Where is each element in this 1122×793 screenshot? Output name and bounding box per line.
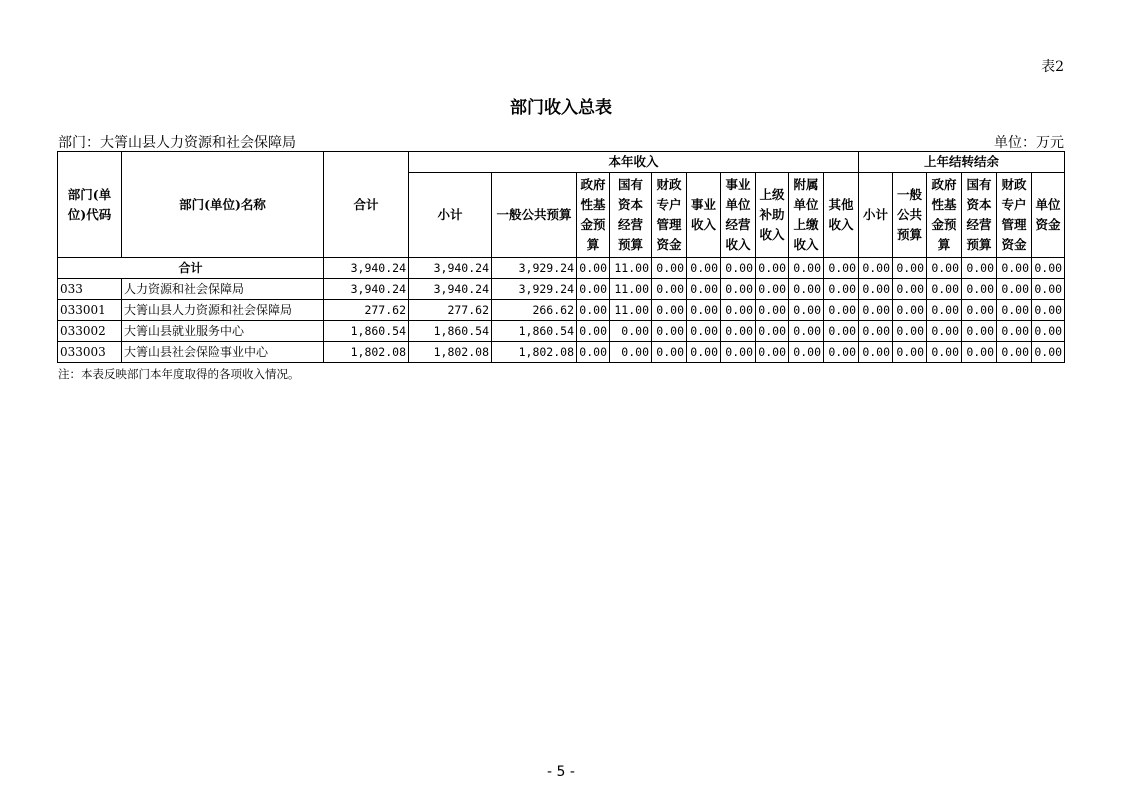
amount-cell: 3,940.24 xyxy=(409,258,492,279)
amount-cell: 0.00 xyxy=(997,300,1032,321)
table-row xyxy=(58,342,1065,363)
amount-cell: 0.00 xyxy=(610,321,652,342)
dept-name-cell: 人力资源和社会保障局 xyxy=(122,279,324,300)
amount-cell: 0.00 xyxy=(997,279,1032,300)
amount-cell: 0.00 xyxy=(577,321,610,342)
amount-cell: 0.00 xyxy=(687,279,721,300)
dept-name-cell: 大箐山县就业服务中心 xyxy=(122,321,324,342)
amount-cell: 11.00 xyxy=(610,279,652,300)
table-row xyxy=(58,300,1065,321)
header-current-col: 小计 xyxy=(409,173,492,258)
amount-cell: 0.00 xyxy=(927,258,962,279)
amount-cell: 0.00 xyxy=(859,321,893,342)
amount-cell: 0.00 xyxy=(824,258,859,279)
amount-cell: 0.00 xyxy=(997,258,1032,279)
header-current-col: 事业单位经营收入 xyxy=(721,173,756,258)
amount-cell: 3,929.24 xyxy=(492,279,577,300)
amount-cell: 0.00 xyxy=(1032,321,1065,342)
amount-cell: 0.00 xyxy=(997,342,1032,363)
amount-cell: 0.00 xyxy=(652,300,687,321)
amount-cell: 0.00 xyxy=(962,300,997,321)
table-number: 表2 xyxy=(1041,59,1064,75)
page-title: 部门收入总表 xyxy=(510,98,612,118)
header-prior-col: 财政专户管理资金 xyxy=(997,173,1032,258)
header-prior-col: 国有资本经营预算 xyxy=(962,173,997,258)
amount-cell: 0.00 xyxy=(962,342,997,363)
amount-cell: 3,940.24 xyxy=(324,258,409,279)
amount-cell: 0.00 xyxy=(859,300,893,321)
header-prior-col: 政府性基金预算 xyxy=(927,173,962,258)
amount-cell: 0.00 xyxy=(721,342,756,363)
amount-cell: 0.00 xyxy=(652,342,687,363)
amount-cell: 0.00 xyxy=(789,279,824,300)
amount-cell: 0.00 xyxy=(652,321,687,342)
header-dept-code: 部门(单位)代码 xyxy=(58,152,122,258)
header-current-col: 国有资本经营预算 xyxy=(610,173,652,258)
amount-cell: 0.00 xyxy=(824,342,859,363)
amount-cell: 0.00 xyxy=(687,321,721,342)
amount-cell: 0.00 xyxy=(893,321,927,342)
amount-cell: 0.00 xyxy=(927,342,962,363)
income-summary-table xyxy=(57,151,1065,363)
table-row xyxy=(58,321,1065,342)
amount-cell: 0.00 xyxy=(893,279,927,300)
amount-cell: 11.00 xyxy=(610,300,652,321)
dept-name-cell: 大箐山县人力资源和社会保障局 xyxy=(122,300,324,321)
amount-cell: 0.00 xyxy=(687,258,721,279)
amount-cell: 277.62 xyxy=(409,300,492,321)
amount-cell: 0.00 xyxy=(789,321,824,342)
header-current-col: 财政专户管理资金 xyxy=(652,173,687,258)
amount-cell: 0.00 xyxy=(997,321,1032,342)
amount-cell: 0.00 xyxy=(962,321,997,342)
amount-cell: 0.00 xyxy=(687,300,721,321)
header-current-col: 事业收入 xyxy=(687,173,721,258)
amount-cell: 266.62 xyxy=(492,300,577,321)
amount-cell: 1,860.54 xyxy=(492,321,577,342)
amount-cell: 0.00 xyxy=(577,258,610,279)
amount-cell: 0.00 xyxy=(577,279,610,300)
amount-cell: 0.00 xyxy=(824,279,859,300)
amount-cell: 0.00 xyxy=(756,258,789,279)
amount-cell: 0.00 xyxy=(721,321,756,342)
header-dept-name: 部门(单位)名称 xyxy=(122,152,324,258)
amount-cell: 0.00 xyxy=(1032,300,1065,321)
amount-cell: 1,802.08 xyxy=(324,342,409,363)
table-note: 注：本表反映部门本年度取得的各项收入情况。 xyxy=(58,367,300,381)
page-number: - 5 - xyxy=(547,764,575,780)
table-row xyxy=(58,279,1065,300)
header-current-col: 其他收入 xyxy=(824,173,859,258)
dept-code-cell: 033 xyxy=(58,279,122,300)
amount-cell: 0.00 xyxy=(824,300,859,321)
amount-cell: 0.00 xyxy=(721,300,756,321)
amount-cell: 0.00 xyxy=(859,279,893,300)
amount-cell: 3,940.24 xyxy=(324,279,409,300)
amount-cell: 0.00 xyxy=(893,258,927,279)
header-current-col: 附属单位上缴收入 xyxy=(789,173,824,258)
amount-cell: 0.00 xyxy=(652,258,687,279)
amount-cell: 0.00 xyxy=(893,300,927,321)
amount-cell: 0.00 xyxy=(927,279,962,300)
header-prior-col: 一般公共预算 xyxy=(893,173,927,258)
amount-cell: 0.00 xyxy=(687,342,721,363)
table-row xyxy=(58,258,1065,279)
department-label: 部门：大箐山县人力资源和社会保障局 xyxy=(58,135,296,151)
amount-cell: 0.00 xyxy=(927,321,962,342)
header-current-col: 一般公共预算 xyxy=(492,173,577,258)
amount-cell: 3,929.24 xyxy=(492,258,577,279)
amount-cell: 3,940.24 xyxy=(409,279,492,300)
dept-code-cell: 033001 xyxy=(58,300,122,321)
amount-cell: 0.00 xyxy=(721,258,756,279)
amount-cell: 0.00 xyxy=(962,279,997,300)
header-current-col: 上级补助收入 xyxy=(756,173,789,258)
amount-cell: 0.00 xyxy=(721,279,756,300)
amount-cell: 0.00 xyxy=(756,321,789,342)
amount-cell: 0.00 xyxy=(756,279,789,300)
amount-cell: 0.00 xyxy=(962,258,997,279)
dept-code-cell: 033002 xyxy=(58,321,122,342)
header-prior-col: 小计 xyxy=(859,173,893,258)
header-total: 合计 xyxy=(324,152,409,258)
amount-cell: 0.00 xyxy=(652,279,687,300)
dept-name-cell: 大箐山县社会保险事业中心 xyxy=(122,342,324,363)
amount-cell: 0.00 xyxy=(859,258,893,279)
amount-cell: 0.00 xyxy=(789,258,824,279)
header-current-col: 政府性基金预算 xyxy=(577,173,610,258)
amount-cell: 0.00 xyxy=(756,300,789,321)
amount-cell: 0.00 xyxy=(1032,258,1065,279)
header-prior-col: 单位资金 xyxy=(1032,173,1065,258)
amount-cell: 0.00 xyxy=(577,300,610,321)
dept-code-cell: 033003 xyxy=(58,342,122,363)
total-row-label: 合计 xyxy=(58,258,324,279)
amount-cell: 277.62 xyxy=(324,300,409,321)
amount-cell: 1,802.08 xyxy=(492,342,577,363)
amount-cell: 11.00 xyxy=(610,258,652,279)
amount-cell: 0.00 xyxy=(927,300,962,321)
amount-cell: 0.00 xyxy=(577,342,610,363)
unit-label: 单位：万元 xyxy=(994,135,1064,151)
amount-cell: 0.00 xyxy=(824,321,859,342)
amount-cell: 0.00 xyxy=(789,342,824,363)
amount-cell: 1,860.54 xyxy=(409,321,492,342)
header-current-year-income: 本年收入 xyxy=(409,152,859,173)
amount-cell: 0.00 xyxy=(1032,342,1065,363)
amount-cell: 0.00 xyxy=(789,300,824,321)
amount-cell: 0.00 xyxy=(1032,279,1065,300)
amount-cell: 0.00 xyxy=(859,342,893,363)
amount-cell: 0.00 xyxy=(893,342,927,363)
amount-cell: 0.00 xyxy=(610,342,652,363)
amount-cell: 1,802.08 xyxy=(409,342,492,363)
header-prior-year-carryover: 上年结转结余 xyxy=(859,152,1065,173)
amount-cell: 1,860.54 xyxy=(324,321,409,342)
amount-cell: 0.00 xyxy=(756,342,789,363)
